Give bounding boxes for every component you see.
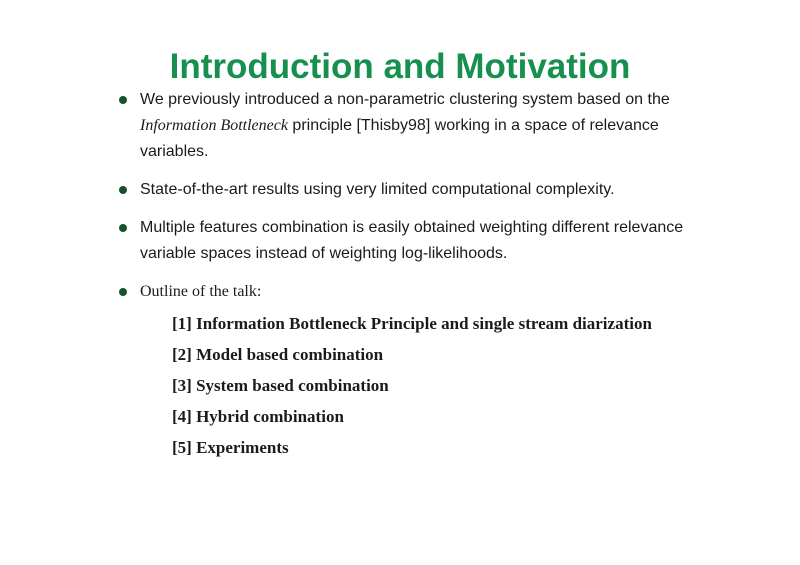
outline-item: [5] Experiments — [172, 438, 289, 457]
bullet-item-features — [118, 215, 730, 267]
bullet-text: Multiple features combination is easily obtained weighting different relevance variable spaces instead of weighting log-likelihoods. — [140, 219, 684, 262]
bullet-icon — [119, 186, 127, 194]
slide-title: Introduction and Motivation — [169, 47, 631, 87]
outline-heading: Outline of the talk: — [140, 283, 262, 300]
bullet-icon — [119, 96, 127, 104]
bullet-icon — [119, 288, 127, 296]
bullet-text-pre: We previously introduced a non-parametric clustering system based on the — [140, 91, 670, 108]
bullet-item-intro — [118, 87, 730, 165]
outline-list — [140, 311, 700, 460]
bullet-item-results — [118, 177, 730, 203]
bullet-item-outline — [118, 279, 730, 460]
bullet-text-italic-phrase: Information Bottleneck — [140, 117, 288, 134]
slide-body — [118, 87, 730, 472]
outline-item: [3] System based combination — [172, 376, 389, 395]
bullet-text: State-of-the-art results using very limited computational complexity. — [140, 181, 615, 198]
outline-item: [1] Information Bottleneck Principle and single stream diarization — [172, 314, 652, 333]
bullet-icon — [119, 224, 127, 232]
bullet-list — [118, 87, 730, 460]
bullet-text-post: principle [Thisby98] working in a space of relevance variables. — [140, 117, 659, 160]
outline-item: [4] Hybrid combination — [172, 407, 344, 426]
outline-item: [2] Model based combination — [172, 345, 384, 364]
